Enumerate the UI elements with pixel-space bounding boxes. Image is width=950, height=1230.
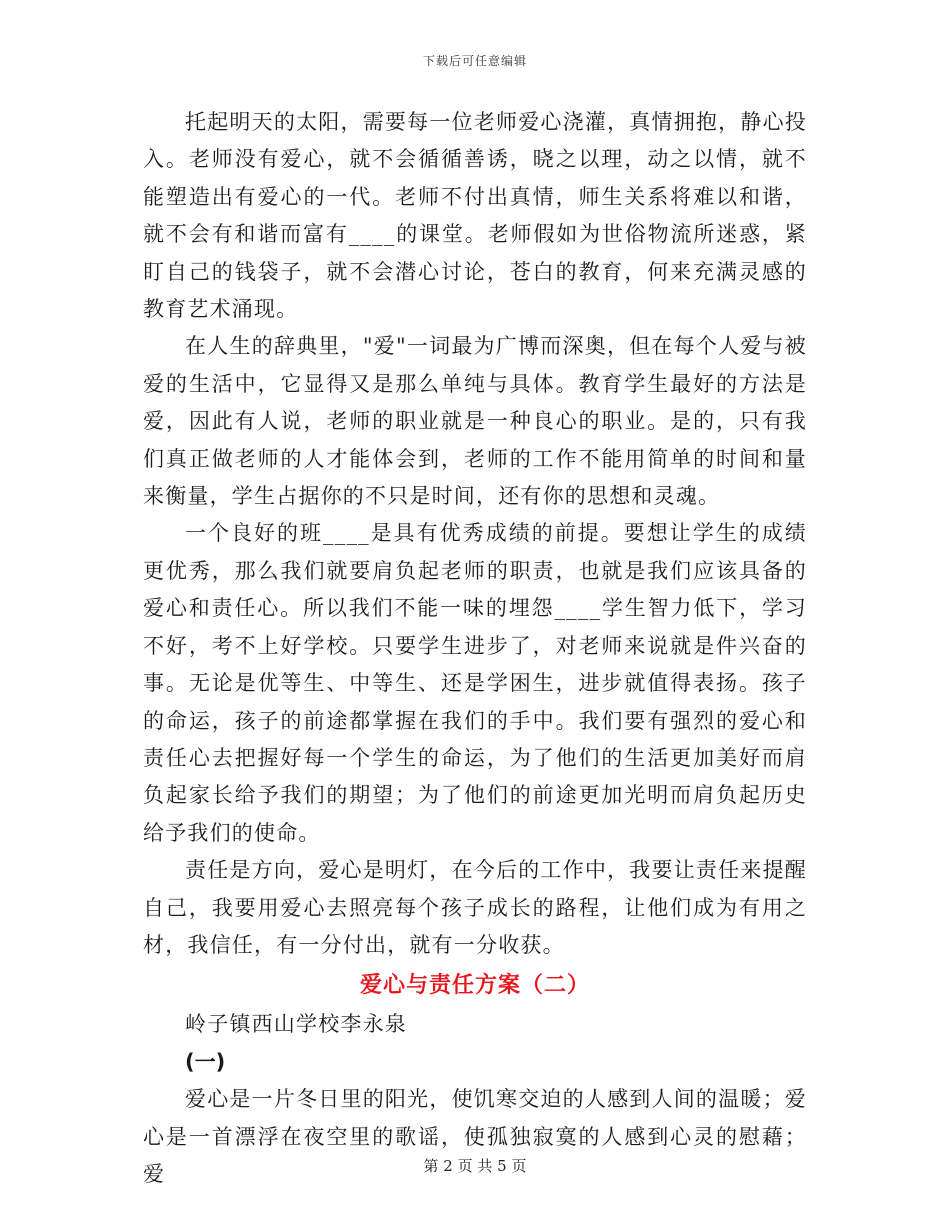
paragraph-3: 一个良好的班____是具有优秀成绩的前提。要想让学生的成绩更优秀，那么我们就要肩负起老师的职责，也就是我们应该具备的爱心和责任心。所以我们不能一味的埋怨____学生智力低下，学习不好，考不上好学校。只要学生进步了，对老师来说就是件兴奋的事。无论是优等生、中等生、还是学困生，进步就值得表扬。孩子的命运，孩子的前途都掌握在我们的手中。我们要有强烈的爱心和责任心去把握好每一个学生的命运，为了他们的生活更加美好而肩负起家长给予我们的期望；为了他们的前途更加光明而肩负起历史给予我们的使命。 [143, 521, 807, 845]
document-body [143, 104, 807, 1194]
paragraph-5: 爱心是一片冬日里的阳光，使饥寒交迫的人感到人间的温暖；爱心是一首漂浮在夜空里的歌谣，使孤独寂寞的人感到心灵的慰藉；爱 [143, 1087, 807, 1187]
header-note: 下载后可任意编辑 [422, 54, 527, 68]
paragraph-2: 在人生的辞典里，"爱"一词最为广博而深奥，但在每个人爱与被爱的生活中，它显得又是那么单纯与具体。教育学生最好的方法是爱，因此有人说，老师的职业就是一种良心的职业。是的，只有我们真正做老师的人才能体会到，老师的工作不能用简单的时间和量来衡量，学生占据你的不只是时间，还有你的思想和灵魂。 [143, 334, 807, 509]
page-number: 第 2 页 共 5 页 [423, 1157, 527, 1175]
paragraph-1: 托起明天的太阳，需要每一位老师爱心浇灌，真情拥抱，静心投入。老师没有爱心，就不会循循善诱，晓之以理，动之以情，就不能塑造出有爱心的一代。老师不付出真情，师生关系将难以和谐，就不会有和谐而富有____的课堂。老师假如为世俗物流所迷惑，紧盯自己的钱袋子，就不会潜心讨论，苍白的教育，何来充满灵感的教育艺术涌现。 [143, 110, 807, 322]
author-line: 岭子镇西山学校李永泉 [185, 1012, 407, 1037]
section-title: 爱心与责任方案（二） [359, 972, 590, 999]
paragraph-4: 责任是方向，爱心是明灯，在今后的工作中，我要让责任来提醒自己，我要用爱心去照亮每个孩子成长的路程，让他们成为有用之材，我信任，有一分付出，就有一分收获。 [143, 858, 807, 957]
subheading: (一) [185, 1050, 226, 1075]
